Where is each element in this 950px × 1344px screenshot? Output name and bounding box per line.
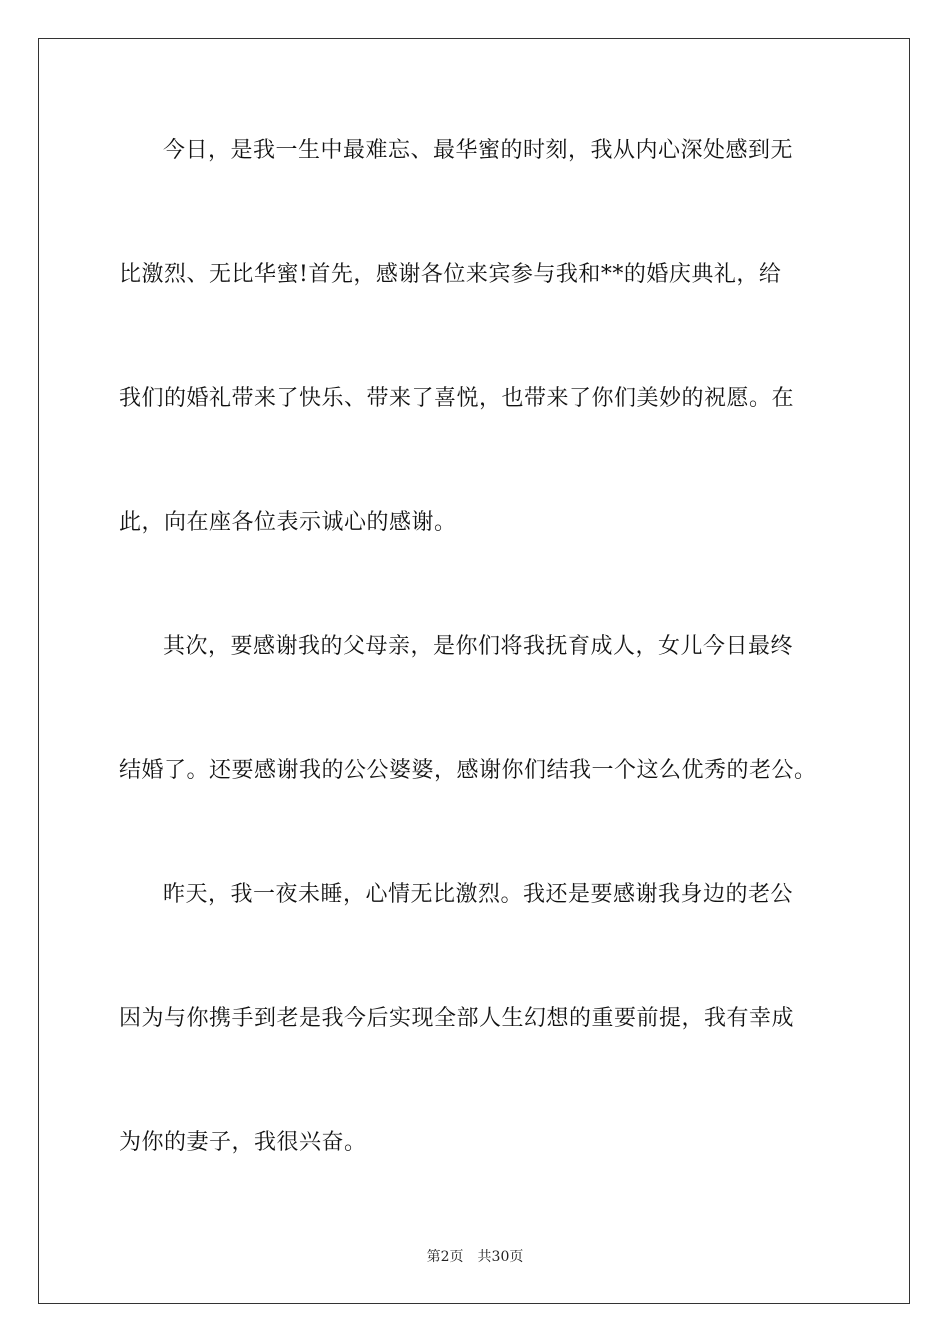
paragraph-3-line-1: 昨天，我一夜未睡，心情无比激烈。我还是要感谢我身边的老公 [163, 882, 794, 907]
paragraph-1-line-1: 今日，是我一生中最难忘、最华蜜的时刻，我从内心深处感到无 [163, 138, 794, 163]
page-border [38, 38, 910, 1304]
paragraph-3-line-3: 为你的妻子，我很兴奋。 [119, 1130, 367, 1155]
paragraph-3-line-2: 因为与你携手到老是我今后实现全部人生幻想的重要前提，我有幸成 [119, 1006, 795, 1031]
paragraph-2-line-1: 其次，要感谢我的父母亲，是你们将我抚育成人，女儿今日最终 [163, 634, 794, 659]
paragraph-1-line-3: 我们的婚礼带来了快乐、带来了喜悦，也带来了你们美妙的祝愿。在 [119, 386, 795, 411]
page-number: 第2页 [426, 1249, 464, 1265]
paragraph-1-line-4: 此，向在座各位表示诚心的感谢。 [119, 510, 457, 535]
paragraph-1-line-2: 比激烈、无比华蜜!首先，感谢各位来宾参与我和**的婚庆典礼，给 [119, 262, 782, 287]
paragraph-2-line-2: 结婚了。还要感谢我的公公婆婆，感谢你们结我一个这么优秀的老公。 [119, 758, 817, 783]
page-footer [0, 1246, 950, 1266]
page-total: 共30页 [477, 1249, 524, 1265]
